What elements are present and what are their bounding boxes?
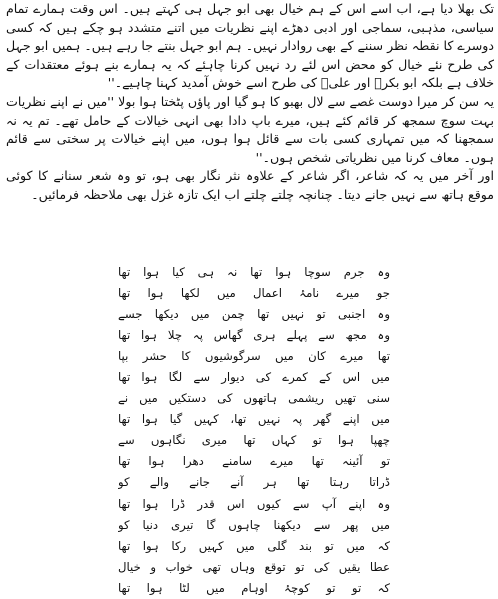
ghazal-verse: تھا میرے کان میں سرگوشیوں کا حشر بپا [118,349,390,364]
ghazal-verse: جو میرے نامۂ اعمال میں لکھا ہوا تھا [118,286,390,301]
ghazal-verse: وہ جرم سوچا ہوا تھا نہ ہی کیا ہوا تھا [118,265,390,279]
ghazal-verse: عطا یقیں کی تو توقع وہاں تھی خواب و خیال [118,559,390,574]
ghazal-verse: کہ تو تو کوچۂ اوہام میں لٹا ہوا تھا [118,580,390,595]
ghazal-verse: ڈراتا رہتا تھا ہر آنے جانے والے کو [118,475,390,490]
ghazal-verse: کہ میں تو بند گلی میں کہیں رکا ہوا تھا [118,538,390,553]
ghazal [118,262,390,599]
ghazal-verse: سنی تھیں ریشمی ہاتھوں کی دستکیں میں نے [118,391,390,406]
prose-paragraph: یہ سن کر میرا دوست غصے سے لال بھبو کا ہو گیا اور پاؤں پٹختا ہوا بولا ''میں نے اپنے نظریات بہت سوچ سمجھ کر قائم کئے ہیں، میرے باپ دادا بھی انہی خیالات کے حامل تھے۔ تم یہ نہ سمجھنا کہ میں تمہاری کسی بات سے قائل ہوا ہوں، میں اپنے خیالات پر سختی سے قائم ہوں۔ معاف کرنا میں نظریاتی شخص ہوں۔'' [6,93,494,165]
ghazal-verse: میں پھر سے دیکھنا چاہوں گا تیری دنیا کو [118,517,390,532]
prose-column [6,0,494,205]
ghazal-verse: وہ اجنبی تو نہیں تھا چمن میں دیکھا جسے [118,307,390,322]
ghazal-verse: میں اپنے گھر پہ نہیں تھا، کہیں گیا ہوا تھا [118,412,390,427]
ghazal-verse: تو آئینہ تھا میرے سامنے دھرا ہوا تھا [118,454,390,469]
prose-paragraph: اور آخر میں یہ کہ شاعر، اگر شاعر کے علاوہ نثر نگار بھی ہو، تو وہ شعر سنانے کا کوئی موقع ہاتھ سے نہیں جانے دیتا۔ چنانچہ چلتے چلتے اب ایک تازہ غزل بھی ملاحظہ فرمائیں۔ [6,168,494,202]
ghazal-verse: چھپا ہوا تو کہاں تھا میری نگاہوں سے [118,433,390,448]
ghazal-verse: وہ مجھ سے پہلے ہری گھاس پہ چلا ہوا تھا [118,328,390,343]
ghazal-verse: وہ اپنے آپ سے کیوں اس قدر ڈرا ہوا تھا [118,496,390,511]
prose-paragraph: تک بھلا دیا ہے، اب اسے اس کے ہم خیال بھی ابو جہل ہی کہتے ہیں۔ اس وقت ہمارے تمام سیاسی، مذہبی، سماجی اور ادبی دھڑے اپنے نظریات میں اتنے متشدد ہو چکے ہیں کہ کسی دوسرے کا نقطہ نظر سننے کے بھی روادار نہیں۔ ہم ابو جہل بنتے جا رہے ہیں۔ ہمیں ابو جہل کی طرح نئے خیال کو محض اس لئے رد نہیں کرنا چاہئے کہ یہ ہمارے بنے ہوئے معتقدات کے خلاف ہے بلکہ ابو بکرؓ اور علیؓ کی طرح اسے خوش آمدید کہنا چاہیے۔'' [6,1,494,91]
ghazal-verse: میں اس کے کمرے کی دیوار سے لگا ہوا تھا [118,370,390,385]
